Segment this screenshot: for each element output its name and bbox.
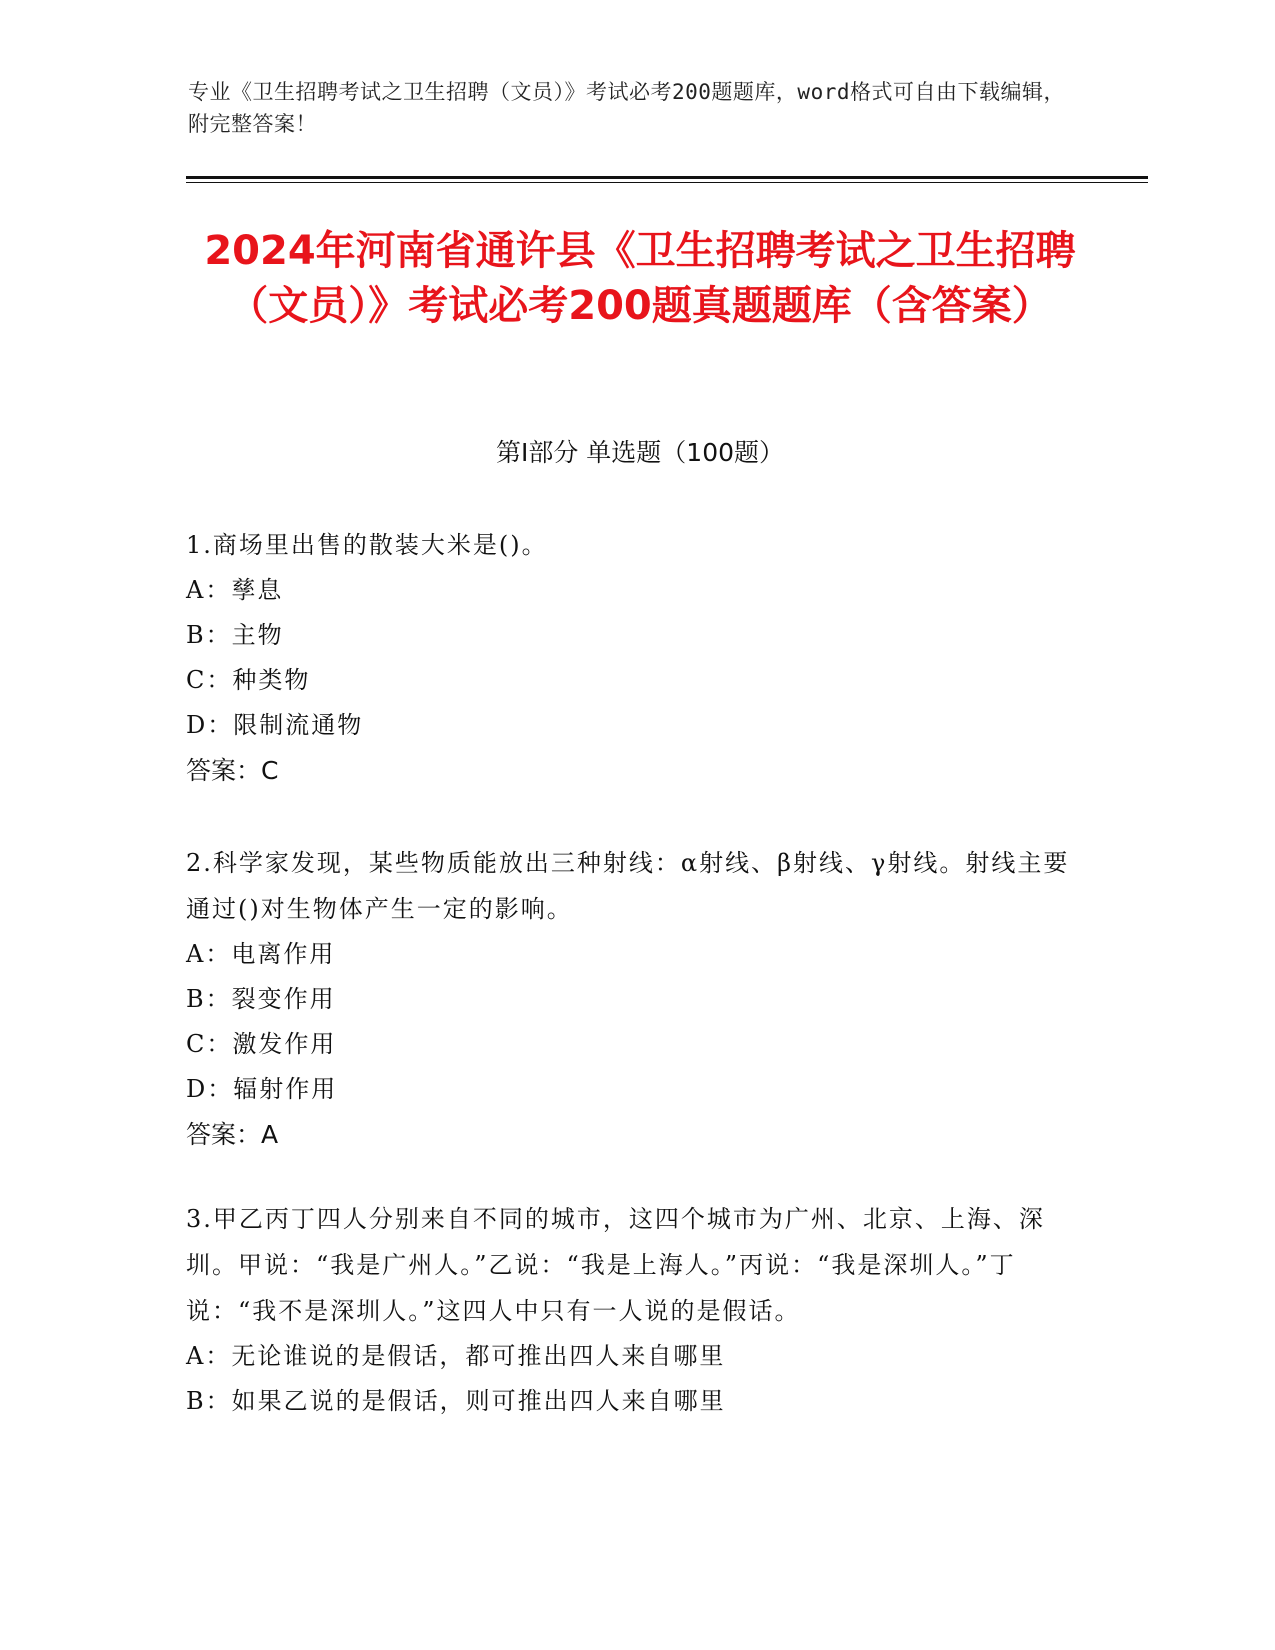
option-a: A：孳息	[186, 576, 284, 604]
answer: 答案：A	[186, 1120, 279, 1149]
option-b: B：裂变作用	[186, 985, 336, 1013]
option-b: B：主物	[186, 621, 284, 649]
question-3	[186, 1196, 1086, 1424]
option-c: C：激发作用	[186, 1030, 337, 1058]
option-c: C：种类物	[186, 666, 311, 694]
question-text: 3.甲乙丙丁四人分别来自不同的城市，这四个城市为广州、北京、上海、深圳。甲说：“我是广州人。”乙说：“我是上海人。”丙说：“我是深圳人。”丁说：“我不是深圳人。”这四人中只有一人说的是假话。	[186, 1205, 1045, 1325]
question-text: 1.商场里出售的散装大米是()。	[186, 531, 548, 559]
header-divider-thick	[186, 176, 1148, 179]
header-divider-thin	[186, 182, 1148, 183]
option-b: B：如果乙说的是假话，则可推出四人来自哪里	[186, 1387, 726, 1415]
option-a: A：无论谁说的是假话，都可推出四人来自哪里	[186, 1342, 726, 1370]
option-d: D：限制流通物	[186, 711, 364, 739]
section-heading: 第Ⅰ部分 单选题（100题）	[495, 438, 785, 467]
option-a: A：电离作用	[186, 940, 336, 968]
header-note: 专业《卫生招聘考试之卫生招聘（文员）》考试必考200题题库，word格式可自由下载编辑，附完整答案！	[188, 80, 1065, 136]
option-d: D：辐射作用	[186, 1075, 338, 1103]
document-title: 2024年河南省通许县《卫生招聘考试之卫生招聘（文员）》考试必考200题真题题库（含答案）	[204, 228, 1076, 329]
answer: 答案：C	[186, 756, 279, 785]
question-text: 2.科学家发现，某些物质能放出三种射线：α射线、β射线、γ射线。射线主要通过()对生物体产生一定的影响。	[186, 849, 1070, 923]
question-2	[186, 840, 1086, 1158]
question-1	[186, 522, 1086, 794]
